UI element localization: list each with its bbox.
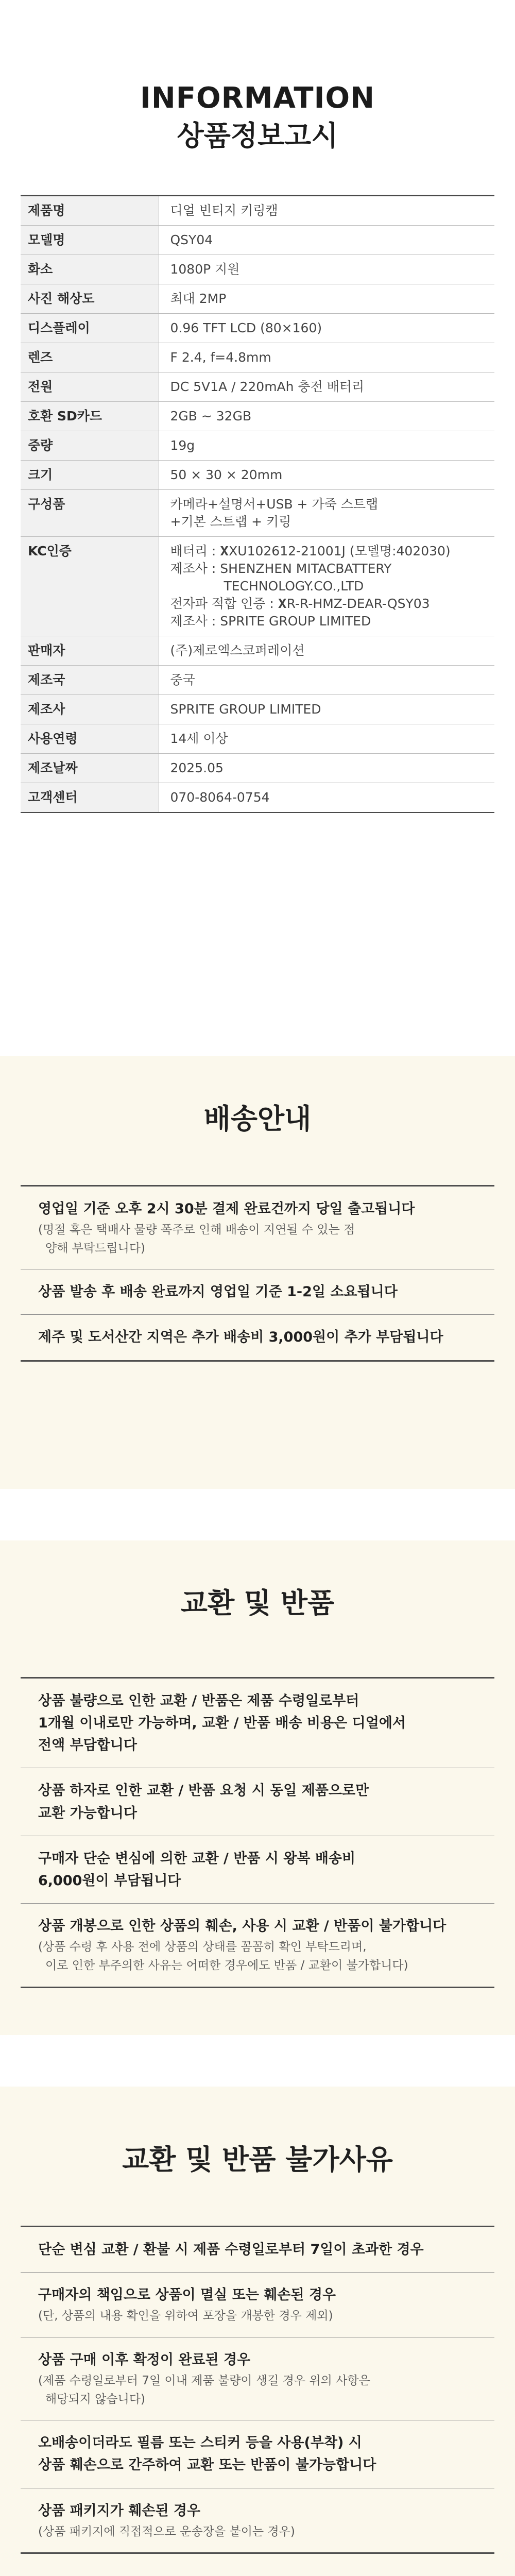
notice-row	[21, 2273, 494, 2337]
notice-main-line: 구매자 단순 변심에 의한 교환 / 반품 시 왕복 배송비	[38, 1850, 356, 1867]
shipping-title: 배송안내	[203, 1103, 312, 1135]
spec-row	[21, 372, 494, 402]
notice-main-line: 상품 하자로 인한 교환 / 반품 요청 시 동일 제품으로만	[38, 1783, 369, 1799]
spec-key: 디스플레이	[21, 314, 159, 343]
spec-value-line: 제조사 : SPRITE GROUP LIMITED	[170, 614, 371, 629]
spec-key: 제조사	[21, 695, 159, 724]
spec-value-line: F 2.4, f=4.8mm	[170, 350, 271, 365]
spec-row	[21, 695, 494, 724]
spec-key: 모델명	[21, 226, 159, 255]
spec-row	[21, 461, 494, 490]
spec-value	[159, 724, 494, 754]
spec-value-line: 디얼 빈티지 키링캠	[170, 203, 278, 218]
spec-value-line: 19g	[170, 438, 195, 453]
spec-key: 화소	[21, 255, 159, 284]
spec-value	[159, 226, 494, 255]
notice-main	[38, 1915, 485, 1937]
spec-key: 사용연령	[21, 724, 159, 754]
spec-value-line: 070-8064-0754	[170, 790, 270, 805]
spec-row	[21, 343, 494, 372]
notice-row	[21, 2337, 494, 2420]
spec-key: 제조국	[21, 666, 159, 695]
notice-main-line: 오배송이더라도 필름 또는 스티커 등을 사용(부착) 시	[38, 2435, 362, 2451]
notice-note	[38, 2523, 485, 2541]
section-spacer	[0, 984, 515, 1056]
notice-row	[21, 1836, 494, 1904]
spec-value-line: 중국	[170, 672, 195, 688]
notice-main-line: 구매자의 책임으로 상품이 멸실 또는 훼손된 경우	[38, 2286, 336, 2303]
spec-value	[159, 666, 494, 695]
spec-key: 제조날짜	[21, 754, 159, 783]
spec-value-line: 카메라+설명서+USB + 가죽 스트랩	[170, 497, 379, 512]
spec-key: 사진 해상도	[21, 284, 159, 314]
exchange-section	[0, 1540, 515, 2035]
spec-value	[159, 431, 494, 461]
exchange-title: 교환 및 반품	[180, 1587, 335, 1619]
spec-value	[159, 314, 494, 343]
shipping-card	[21, 1185, 494, 1362]
notice-row	[21, 2488, 494, 2553]
notice-row	[21, 1904, 494, 1986]
spec-value	[159, 372, 494, 402]
spec-value	[159, 402, 494, 431]
notice-main	[38, 1690, 485, 1757]
spec-key: KC인증	[21, 537, 159, 636]
spec-value-line: DC 5V1A / 220mAh 충전 배터리	[170, 379, 365, 395]
notice-main-line: 상품 발송 후 배송 완료까지 영업일 기준 1-2일 소요됩니다	[38, 1284, 398, 1300]
information-title: INFORMATION	[140, 81, 375, 115]
spec-value	[159, 196, 494, 226]
notice-row	[21, 1679, 494, 1769]
refusal-card	[21, 2226, 494, 2554]
notice-row	[21, 1768, 494, 1836]
notice-main	[38, 2432, 485, 2476]
notice-main	[38, 2349, 485, 2371]
information-subtitle: 상품정보고시	[177, 119, 338, 152]
spec-row	[21, 314, 494, 343]
spec-value	[159, 783, 494, 813]
spec-value-line: 제조사 : SHENZHEN MITACBATTERY	[170, 561, 392, 577]
spec-value-line: 0.96 TFT LCD (80×160)	[170, 320, 322, 336]
notice-main	[38, 1780, 485, 1824]
spec-value-line: (주)제로엑스코퍼레이션	[170, 643, 305, 658]
notice-main	[38, 2284, 485, 2306]
spec-value-line: SPRITE GROUP LIMITED	[170, 702, 321, 717]
notice-main-line: 상품 불량으로 인한 교환 / 반품은 제품 수령일로부터	[38, 1692, 359, 1709]
notice-row	[21, 1187, 494, 1269]
spec-key: 제품명	[21, 196, 159, 226]
spec-value-line: TECHNOLOGY.CO.,LTD	[224, 579, 364, 594]
notice-note-line: (상품 패키지에 직접적으로 운송장을 붙이는 경우)	[38, 2524, 295, 2538]
spec-value	[159, 461, 494, 490]
notice-note	[38, 1938, 485, 1975]
notice-note	[38, 1221, 485, 1258]
notice-note-line: (제품 수령일로부터 7일 이내 제품 불량이 생길 경우 위의 사항은	[38, 2374, 370, 2387]
notice-note	[38, 2372, 485, 2409]
shipping-section	[0, 1056, 515, 1489]
spec-key: 호환 SD카드	[21, 402, 159, 431]
spec-row	[21, 402, 494, 431]
notice-note-line: (명절 혹은 택배사 물량 폭주로 인해 배송이 지연될 수 있는 점	[38, 1223, 355, 1236]
spec-value-line: 2025.05	[170, 760, 224, 776]
notice-main-line: 상품 훼손으로 간주하여 교환 또는 반품이 불가능합니다	[38, 2457, 376, 2473]
spec-value	[159, 284, 494, 314]
notice-main-line: 상품 구매 이후 확정이 완료된 경우	[38, 2351, 251, 2368]
spec-row	[21, 537, 494, 636]
spec-row	[21, 431, 494, 461]
spec-key: 중량	[21, 431, 159, 461]
spec-row	[21, 284, 494, 314]
notice-main	[38, 1326, 485, 1348]
spec-row	[21, 724, 494, 754]
notice-main	[38, 2239, 485, 2261]
information-section	[0, 0, 515, 984]
spec-row	[21, 196, 494, 226]
spec-key: 구성품	[21, 490, 159, 537]
notice-main	[38, 1281, 485, 1303]
spec-value-line: 1080P 지원	[170, 262, 240, 277]
spec-value	[159, 343, 494, 372]
spec-table	[21, 195, 494, 813]
notice-note-line: 양해 부탁드립니다)	[45, 1241, 146, 1255]
notice-main-line: 상품 패키지가 훼손된 경우	[38, 2502, 201, 2519]
notice-main-line: 1개월 이내로만 가능하며, 교환 / 반품 배송 비용은 디얼에서	[38, 1715, 406, 1731]
spec-row	[21, 754, 494, 783]
section-spacer	[0, 1489, 515, 1540]
spec-value	[159, 490, 494, 537]
spec-key: 판매자	[21, 636, 159, 666]
spec-value	[159, 695, 494, 724]
spec-value	[159, 754, 494, 783]
notice-main	[38, 1848, 485, 1892]
spec-row	[21, 783, 494, 813]
notice-note-line: 이로 인한 부주의한 사유는 어떠한 경우에도 반품 / 교환이 불가합니다)	[45, 1958, 408, 1972]
spec-key: 고객센터	[21, 783, 159, 813]
spec-row	[21, 490, 494, 537]
spec-value-line: 배터리 : 𝐗XU102612-21001J (모델명:402030)	[170, 544, 451, 559]
notice-main-line: 영업일 기준 오후 2시 30분 결제 완료건까지 당일 출고됩니다	[38, 1200, 415, 1217]
spec-key: 크기	[21, 461, 159, 490]
spec-value-line: +기본 스트랩 + 키링	[170, 514, 291, 530]
notice-main	[38, 1198, 485, 1220]
notice-main	[38, 2500, 485, 2522]
spec-key: 렌즈	[21, 343, 159, 372]
spec-value-line: 2GB ~ 32GB	[170, 409, 252, 424]
notice-note-line: 해당되지 않습니다)	[45, 2392, 146, 2406]
notice-main-line: 전액 부담합니다	[38, 1737, 137, 1754]
notice-main-line: 단순 변심 교환 / 환불 시 제품 수령일로부터 7일이 초과한 경우	[38, 2241, 424, 2258]
refusal-section	[0, 2087, 515, 2576]
spec-row	[21, 666, 494, 695]
spec-value	[159, 636, 494, 666]
notice-main-line: 상품 개봉으로 인한 상품의 훼손, 사용 시 교환 / 반품이 불가합니다	[38, 1918, 447, 1935]
spec-value-line: 전자파 적합 인증 : 𝐗R-R-HMZ-DEAR-QSY03	[170, 596, 430, 612]
spec-value	[159, 255, 494, 284]
notice-main-line: 6,000원이 부담됩니다	[38, 1872, 181, 1889]
refusal-title: 교환 및 반품 불가사유	[122, 2143, 393, 2176]
notice-main-line: 제주 및 도서산간 지역은 추가 배송비 3,000원이 추가 부담됩니다	[38, 1329, 443, 1346]
notice-row	[21, 2420, 494, 2488]
spec-value-line: 최대 2MP	[170, 291, 227, 307]
spec-value-line: 14세 이상	[170, 731, 228, 747]
spec-value	[159, 537, 494, 636]
spec-row	[21, 636, 494, 666]
spec-key: 전원	[21, 372, 159, 402]
notice-note-line: (단, 상품의 내용 확인을 위하여 포장을 개봉한 경우 제외)	[38, 2309, 333, 2323]
notice-main-line: 교환 가능합니다	[38, 1805, 137, 1821]
spec-value-line: QSY04	[170, 232, 213, 248]
notice-row	[21, 1269, 494, 1315]
notice-note-line: (상품 수령 후 사용 전에 상품의 상태를 꼼꼼히 확인 부탁드리며,	[38, 1940, 367, 1954]
notice-note	[38, 2307, 485, 2326]
exchange-card	[21, 1677, 494, 1988]
notice-row	[21, 2227, 494, 2273]
spec-row	[21, 255, 494, 284]
notice-row	[21, 1315, 494, 1360]
section-spacer	[0, 2035, 515, 2087]
spec-value-line: 50 × 30 × 20mm	[170, 467, 283, 483]
spec-row	[21, 226, 494, 255]
